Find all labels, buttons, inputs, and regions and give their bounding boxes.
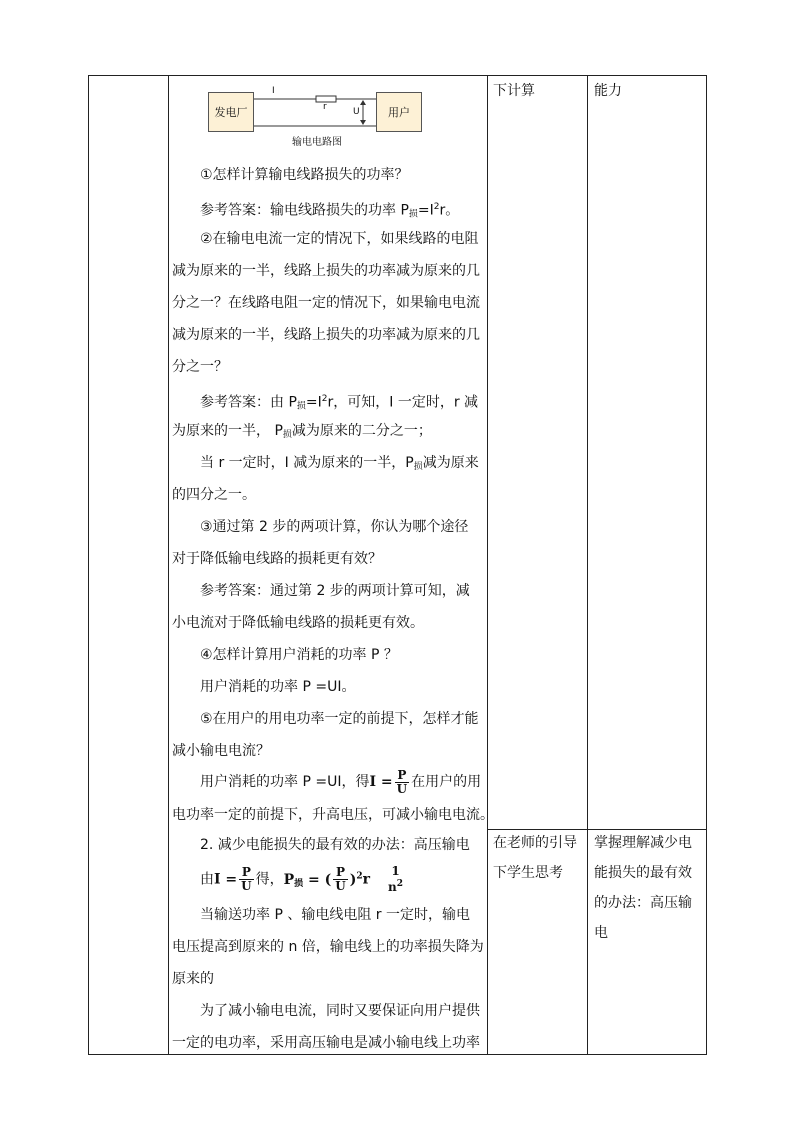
column-divider-1 (168, 76, 169, 1054)
question-2-line-4: 减为原来的一半，线路上损失的功率减为原来的几 (172, 327, 480, 343)
voltage-label: U (353, 107, 360, 117)
section-3-line-3: 原来的 (172, 971, 214, 987)
answer-2-l1-sub: 损 (296, 401, 306, 412)
formula-frac-2 (333, 866, 347, 893)
col4-top-cell: 能力 (594, 83, 622, 99)
col3-mid-line-2: 下学生思考 (493, 865, 563, 881)
answer-2-line-1 (172, 389, 512, 417)
frac1-numerator: P (239, 866, 253, 880)
current-label: I (272, 86, 275, 96)
answer-2-l2-sub: 损 (282, 430, 292, 440)
section-3-line-1: 当输送功率 P 、输电线电阻 r 一定时，输电 (200, 907, 470, 923)
answer-1-sub: 损 (408, 209, 418, 220)
section-3-line-2: 电压提高到原来的 n 倍，输电线上的功率损失降为 (172, 939, 484, 955)
answer-1-suffix: r。 (439, 202, 460, 219)
answer-2-line-2 (172, 421, 484, 445)
col4-mid-line-4: 电 (594, 925, 608, 941)
answer-1 (172, 197, 512, 225)
formula-i-label: I = (369, 774, 393, 790)
user-label: 用户 (388, 106, 410, 119)
section-4-line-2: 一定的电功率，采用高压输电是减小输电线上功率 (172, 1035, 480, 1051)
question-4: ④怎样计算用户消耗的功率 P ？ (200, 647, 398, 663)
question-3-line-2: 对于降低输电线路的损耗更有效？ (172, 551, 382, 567)
frac1-denominator: U (241, 879, 252, 894)
circuit-diagram (208, 86, 423, 149)
formula-frac-1 (239, 866, 253, 893)
answer-2-l3-b: 减为原来 (422, 455, 479, 471)
frac2-denominator: U (335, 879, 346, 894)
power-plant-label: 发电厂 (214, 106, 248, 119)
question-1: ①怎样计算输电线路损失的功率？ (200, 167, 409, 183)
answer-5-text-b: 在用户的用 (411, 774, 482, 790)
formula-r: r (362, 871, 371, 888)
formula-mid: 得， (255, 871, 284, 888)
answer-4: 用户消耗的功率 P =UI。 (200, 679, 356, 695)
answer-2-l2-a: 为原来的一半， P (172, 423, 283, 439)
answer-2-l3-a: 当 r 一定时，I 减为原来的一半，P (200, 455, 414, 471)
frac3-denominator: $n^2$ (388, 879, 404, 895)
answer-3-line-1: 参考答案：通过第 2 步的两项计算可知，减 (200, 583, 470, 599)
question-3-line-1: ③通过第 2 步的两项计算，你认为哪个途径 (200, 519, 469, 535)
answer-2-l2-b: 减为原来的二分之一； (291, 423, 432, 439)
col4-mid-line-3: 的办法：高压输 (594, 895, 692, 911)
section-2-formula (172, 859, 512, 901)
answer-2-l1-a: 参考答案：由 P (200, 394, 297, 411)
resistor-label: r (323, 102, 327, 112)
answer-5-text-a: 用户消耗的功率 P =UI，得 (200, 774, 370, 790)
question-5-line-2: 减小输电电流？ (172, 743, 270, 759)
frac-numerator: P (395, 769, 409, 783)
answer-2-l1-sup: 2 (321, 394, 328, 404)
frac2-numerator: P (333, 866, 347, 880)
formula-p-over-u (395, 769, 409, 796)
section-2-title: 2. 减少电能损失的最有效的办法：高压输电 (200, 837, 470, 853)
answer-1-text: 参考答案：输电线路损失的功率 P (200, 202, 409, 219)
section-4-line-1: 为了减小输电电流，同时又要保证向用户提供 (200, 1003, 480, 1019)
formula-i: I = (214, 871, 238, 888)
formula-squared: )$^2$ (349, 871, 363, 888)
formula-frac-3 (386, 865, 405, 894)
answer-5-line-2: 电功率一定的前提下，升高电压，可减小输电电流。 (172, 807, 494, 823)
answer-3-line-2: 小电流对于降低输电线路的损耗更有效。 (172, 615, 424, 631)
answer-2-line-4: 的四分之一。 (172, 487, 256, 503)
question-2-line-5: 分之一？ (172, 359, 228, 375)
question-2-line-2: 减为原来的一半，线路上损失的功率减为原来的几 (172, 263, 480, 279)
formula-p-loss: $P_损$ = ( (283, 871, 332, 889)
answer-2-l3-sub: 损 (413, 462, 423, 472)
answer-2-line-3 (172, 453, 512, 477)
frac-denominator: U (396, 781, 408, 796)
column-divider-3 (587, 76, 588, 1054)
diagram-caption: 输电电路图 (292, 137, 342, 148)
question-2-line-1: ②在输电电流一定的情况下，如果线路的电阻 (200, 231, 479, 247)
formula-prefix: 由 (200, 871, 214, 888)
answer-2-l1-b: =I (305, 394, 322, 411)
col3-mid-line-1: 在老师的引导 (493, 835, 577, 851)
col4-mid-line-2: 能损失的最有效 (594, 865, 692, 881)
answer-2-l1-c: r，可知，I 一定时，r 减 (327, 394, 479, 411)
question-2-line-3: 分之一？在线路电阻一定的情况下，如果输电电流 (172, 295, 480, 311)
answer-1-sup: 2 (433, 202, 440, 212)
answer-1-eq: =I (417, 202, 434, 219)
frac3-numerator: 1 (391, 864, 400, 879)
question-5-line-1: ⑤在用户的用电功率一定的前提下，怎样才能 (200, 711, 479, 727)
answer-5-line-1 (172, 765, 512, 799)
col3-top-cell: 下计算 (493, 83, 535, 99)
col4-mid-line-1: 掌握理解减少电 (594, 835, 692, 851)
